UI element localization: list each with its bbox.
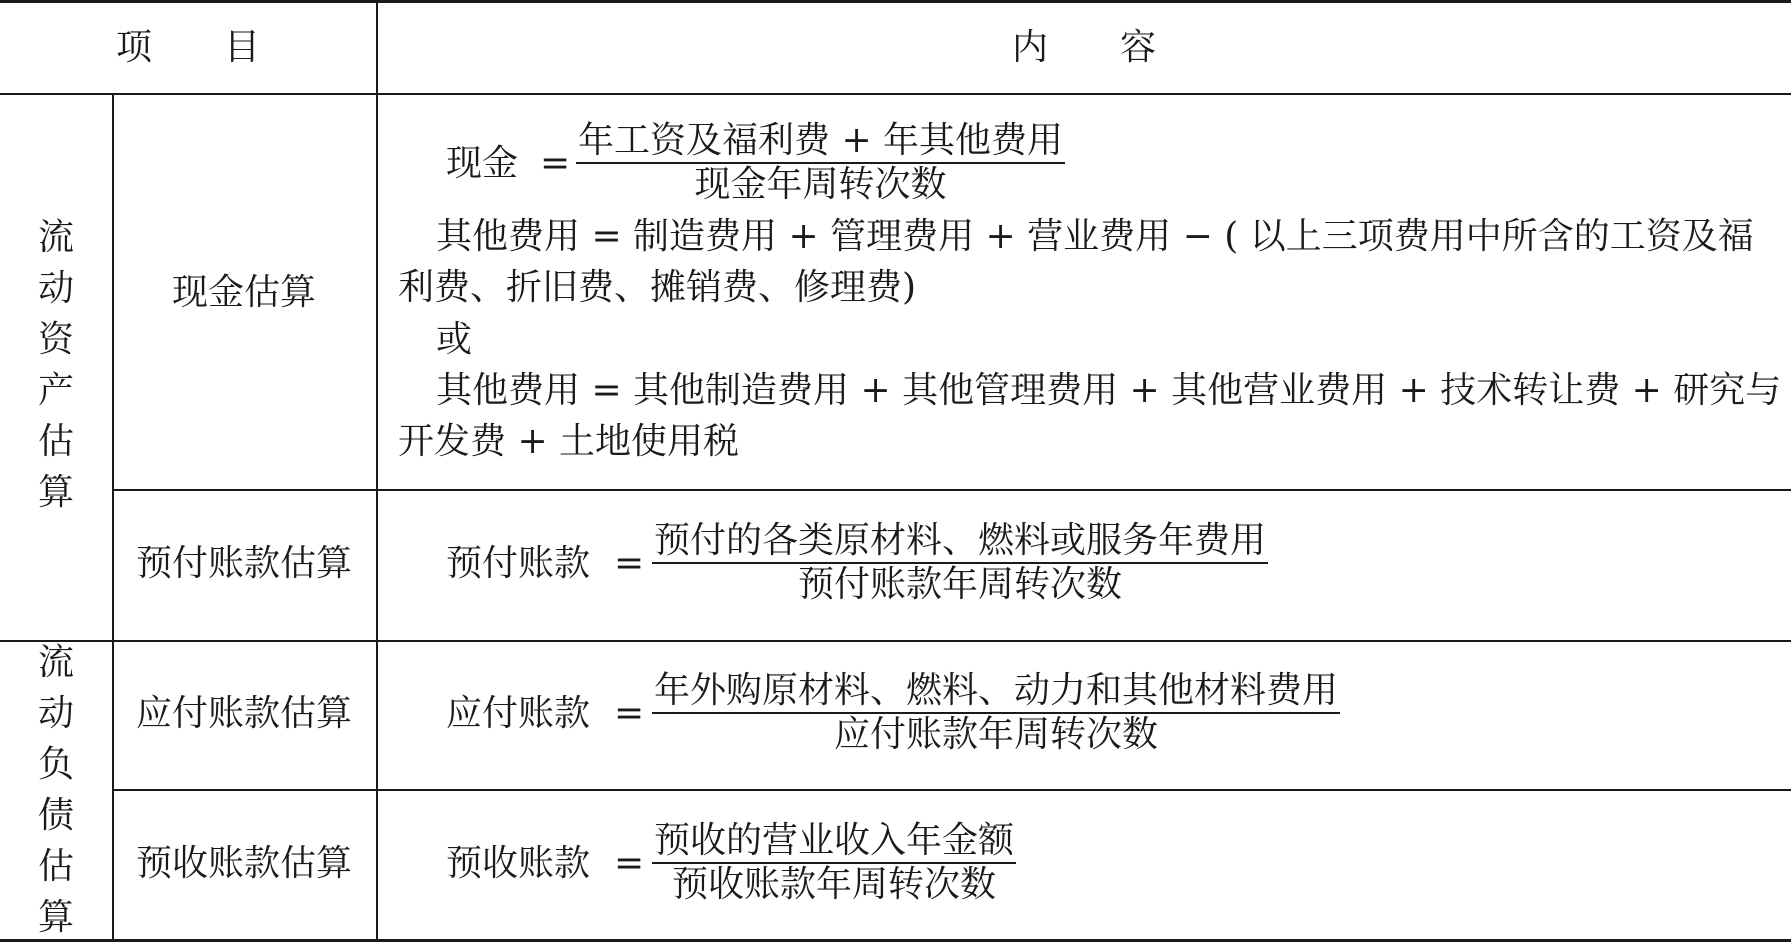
content-column-rule — [376, 0, 378, 940]
cash-text-line-4: 开发费 + 土地使用税 — [398, 421, 740, 462]
advance-formula-lhs: 预收账款 — [446, 843, 591, 884]
cash-text-line-1: 其他费用 = 制造费用 + 管理费用 + 营业费用 − ( 以上三项费用中所含的工资及福 — [436, 216, 1754, 257]
prepaid-formula-fraction — [652, 520, 1268, 606]
cash-text-or: 或 — [436, 319, 473, 360]
group-label-char: 资 — [37, 319, 74, 360]
group-label-char: 负 — [37, 744, 74, 785]
cash-formula-denominator: 现金年周转次数 — [694, 164, 947, 205]
cash-row-bottom-rule — [112, 489, 1791, 491]
payable-formula-equals: = — [614, 693, 645, 734]
prepaid-formula-lhs: 预付账款 — [446, 543, 591, 584]
group-label-char: 产 — [37, 370, 74, 411]
cash-formula-lhs: 现金 — [446, 143, 519, 184]
advance-formula-numerator: 预收的营业收入年金额 — [652, 820, 1016, 864]
header-content: 内 容 — [1011, 27, 1157, 68]
group-label-char: 债 — [37, 795, 74, 836]
payable-formula-lhs: 应付账款 — [446, 693, 591, 734]
advance-formula-equals: = — [614, 843, 645, 884]
payable-row-bottom-rule — [112, 789, 1791, 791]
group-label-char: 估 — [37, 846, 74, 887]
header-item: 项 目 — [115, 27, 261, 68]
row-label-prepaid: 预付账款估算 — [135, 543, 353, 584]
prepaid-formula-numerator: 预付的各类原材料、燃料或服务年费用 — [652, 520, 1268, 564]
group-column-rule — [112, 95, 114, 940]
payable-formula-fraction — [652, 670, 1340, 756]
row-label-advance: 预收账款估算 — [135, 843, 353, 884]
group-label-char: 动 — [37, 268, 74, 309]
group-label-char: 动 — [37, 693, 74, 734]
cash-formula-fraction — [576, 120, 1065, 206]
group-label-char: 估 — [37, 421, 74, 462]
group-divider-rule — [0, 640, 1791, 642]
group-label-char: 算 — [37, 472, 74, 513]
payable-formula-numerator: 年外购原材料、燃料、动力和其他材料费用 — [652, 670, 1340, 714]
cash-formula-numerator: 年工资及福利费 + 年其他费用 — [576, 120, 1065, 164]
advance-formula-fraction — [652, 820, 1016, 906]
payable-formula-denominator: 应付账款年周转次数 — [834, 714, 1159, 755]
prepaid-formula-denominator: 预付账款年周转次数 — [798, 564, 1123, 605]
cash-text-line-2: 利费、折旧费、摊销费、修理费) — [398, 267, 917, 308]
row-label-cash: 现金估算 — [171, 272, 317, 313]
cash-formula-equals: = — [540, 143, 571, 184]
cash-text-line-3: 其他费用 = 其他制造费用 + 其他管理费用 + 其他营业费用 + 技术转让费 + 研究与 — [436, 370, 1782, 411]
table-top-rule — [0, 0, 1791, 3]
table-bottom-rule — [0, 939, 1791, 942]
prepaid-formula-equals: = — [614, 543, 645, 584]
group-label-char: 流 — [37, 217, 74, 258]
group-label-char: 算 — [37, 897, 74, 938]
row-label-payable: 应付账款估算 — [135, 693, 353, 734]
header-bottom-rule — [0, 93, 1791, 95]
advance-formula-denominator: 预收账款年周转次数 — [672, 864, 997, 905]
group-label-char: 流 — [37, 642, 74, 683]
